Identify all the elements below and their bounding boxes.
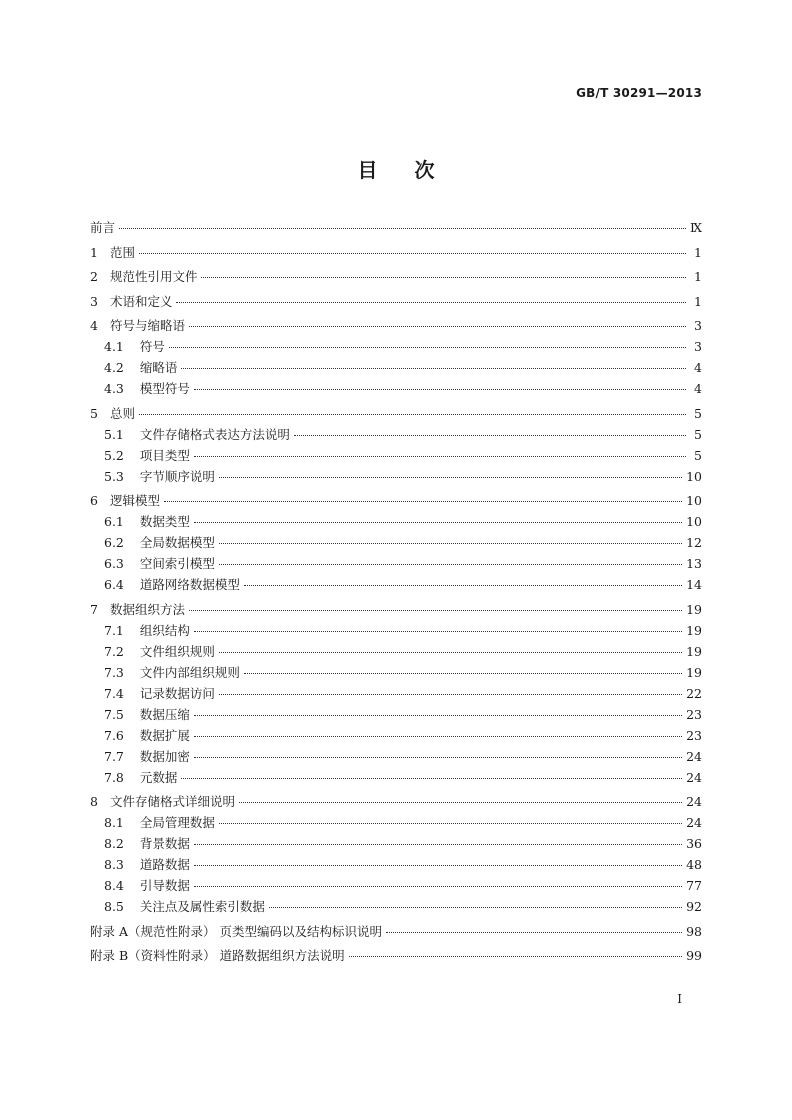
toc-entry-page: 3: [694, 318, 702, 333]
toc-entry-page: 19: [686, 601, 702, 617]
toc-entry-page: 5: [694, 447, 702, 463]
toc-subentry[interactable]: [90, 448, 702, 469]
dot-leader: [269, 907, 682, 908]
toc-entry-page: 23: [686, 706, 702, 722]
toc-entry-number: 6.2: [104, 535, 124, 550]
dot-leader: [239, 802, 682, 803]
toc-entry-number: 4: [90, 318, 98, 333]
toc-entry-number: 8.2: [104, 836, 124, 851]
toc-entry[interactable]: [90, 924, 702, 945]
toc-entry-number: 1: [90, 244, 98, 260]
toc-entry-page: 13: [686, 556, 702, 571]
toc-entry-title: 文件内部组织规则: [139, 664, 240, 680]
toc-entry-page: 24: [686, 794, 702, 809]
dot-leader: [194, 456, 686, 457]
toc-subentry[interactable]: [90, 899, 702, 920]
dot-leader: [219, 823, 682, 824]
toc-entry-page: 23: [686, 727, 702, 743]
toc-entry[interactable]: [90, 948, 702, 969]
toc-entry[interactable]: [90, 269, 702, 290]
toc-entry-page: Ⅸ: [689, 220, 702, 235]
toc-entry-number: 7.4: [104, 685, 124, 701]
toc-entry-title: 数据加密: [139, 748, 190, 764]
toc-subentry[interactable]: [90, 878, 702, 899]
toc-entry[interactable]: [90, 318, 702, 339]
toc-entry-title: 附录 B（资料性附录） 道路数据组织方法说明: [90, 948, 345, 963]
toc-subentry[interactable]: [90, 644, 702, 665]
toc-entry-title: 记录数据访问: [139, 685, 215, 701]
toc-entry-title: 文件组织规则: [139, 643, 215, 659]
toc-entry-title: 缩略语: [139, 360, 178, 375]
toc-subentry[interactable]: [90, 535, 702, 556]
toc-entry-number: 6.4: [104, 577, 124, 592]
toc-entry-page: 10: [686, 468, 702, 484]
toc-entry-number: 6.1: [104, 514, 124, 529]
toc-entry[interactable]: [90, 406, 702, 427]
dot-leader: [194, 844, 682, 845]
dot-leader: [194, 389, 686, 390]
toc-entry-number: 8.5: [104, 899, 124, 914]
toc-subentry[interactable]: [90, 469, 702, 490]
toc-entry-number: 2: [90, 269, 98, 284]
toc-subentry[interactable]: [90, 770, 702, 791]
toc-entry-title: 逻辑模型: [109, 493, 160, 508]
dot-leader: [219, 652, 682, 653]
toc-entry-number: 7.1: [104, 622, 124, 638]
toc-entry-title: 引导数据: [139, 878, 190, 893]
dot-leader: [194, 757, 682, 758]
toc-entry-number: 7.5: [104, 706, 124, 722]
dot-leader: [139, 414, 686, 415]
toc-entry-page: 99: [686, 948, 702, 963]
document-code: GB/T 30291—2013: [576, 86, 702, 100]
toc-entry-title: 数据压缩: [139, 706, 190, 722]
toc-entry-number: 5.1: [104, 426, 124, 442]
toc-entry-page: 48: [686, 857, 702, 872]
toc-entry-number: 6.3: [104, 556, 124, 571]
dot-leader: [119, 228, 686, 229]
toc-subentry[interactable]: [90, 665, 702, 686]
toc-entry-title: 元数据: [139, 769, 178, 785]
toc-subentry[interactable]: [90, 686, 702, 707]
toc-entry-page: 36: [686, 836, 702, 851]
toc-entry-title: 模型符号: [139, 381, 190, 396]
dot-leader: [194, 715, 682, 716]
toc-entry-number: 7.6: [104, 727, 124, 743]
toc-entry-title: 字节顺序说明: [139, 468, 215, 484]
page-title: 目 次: [357, 158, 435, 182]
toc-subentry[interactable]: [90, 623, 702, 644]
toc-entry-number: 8.4: [104, 878, 124, 893]
toc-entry-title: 背景数据: [139, 836, 190, 851]
toc-entry-number: 4.3: [104, 381, 124, 396]
toc-entry-page: 24: [686, 769, 702, 785]
dot-leader: [194, 865, 682, 866]
dot-leader: [181, 778, 682, 779]
dot-leader: [219, 543, 682, 544]
toc-entry[interactable]: [90, 602, 702, 623]
toc-entry-number: 8.3: [104, 857, 124, 872]
toc-subentry[interactable]: [90, 427, 702, 448]
dot-leader: [219, 694, 682, 695]
dot-leader: [139, 253, 686, 254]
toc-entry-page: 10: [686, 514, 702, 529]
toc-entry-title: 组织结构: [139, 622, 190, 638]
page-number: I: [677, 992, 682, 1006]
dot-leader: [181, 368, 686, 369]
toc-entry-number: 5: [90, 405, 98, 421]
toc-subentry[interactable]: [90, 749, 702, 770]
dot-leader: [349, 956, 682, 957]
toc-entry-title: 数据扩展: [139, 727, 190, 743]
dot-leader: [189, 326, 686, 327]
toc-entry-title: 关注点及属性索引数据: [139, 899, 265, 914]
dot-leader: [219, 564, 682, 565]
toc-entry-page: 14: [686, 577, 702, 592]
toc-entry-page: 19: [686, 643, 702, 659]
dot-leader: [386, 932, 682, 933]
toc-subentry[interactable]: [90, 815, 702, 836]
toc-entry-page: 24: [686, 815, 702, 830]
toc-entry-page: 22: [686, 685, 702, 701]
toc-entry-title: 项目类型: [139, 447, 190, 463]
toc-entry-page: 19: [686, 622, 702, 638]
table-of-contents: [90, 220, 702, 969]
toc-entry-number: 4.1: [104, 339, 124, 354]
toc-entry-title: 文件存储格式表达方法说明: [139, 426, 290, 442]
toc-entry-title: 术语和定义: [109, 293, 173, 309]
toc-subentry[interactable]: [90, 836, 702, 857]
toc-entry-number: 8.1: [104, 815, 124, 830]
toc-entry-page: 92: [686, 899, 702, 914]
toc-entry[interactable]: [90, 493, 702, 514]
toc-subentry[interactable]: [90, 857, 702, 878]
toc-entry-title: 符号: [139, 339, 165, 354]
toc-entry-page: 98: [686, 923, 702, 939]
dot-leader: [244, 585, 682, 586]
toc-entry-title: 规范性引用文件: [109, 269, 198, 284]
toc-entry-page: 1: [694, 269, 702, 284]
dot-leader: [219, 477, 682, 478]
toc-entry-page: 24: [686, 748, 702, 764]
dot-leader: [194, 886, 682, 887]
toc-entry-title: 总则: [109, 405, 135, 421]
toc-entry-number: 5.2: [104, 447, 124, 463]
toc-subentry[interactable]: [90, 514, 702, 535]
toc-entry-number: 7.3: [104, 664, 124, 680]
toc-entry-title: 文件存储格式详细说明: [109, 794, 235, 809]
toc-entry-page: 10: [686, 493, 702, 508]
toc-entry-title: 数据类型: [139, 514, 190, 529]
toc-subentry[interactable]: [90, 728, 702, 749]
dot-leader: [194, 522, 682, 523]
toc-entry-page: 5: [694, 405, 702, 421]
dot-leader: [201, 277, 686, 278]
toc-entry-number: 7.8: [104, 769, 124, 785]
toc-entry-page: 4: [694, 381, 702, 396]
toc-entry-number: 4.2: [104, 360, 124, 375]
toc-entry[interactable]: [90, 794, 702, 815]
toc-entry-page: 4: [694, 360, 702, 375]
toc-entry-title: 数据组织方法: [109, 601, 185, 617]
toc-entry[interactable]: [90, 294, 702, 315]
toc-subentry[interactable]: [90, 360, 702, 381]
dot-leader: [176, 302, 686, 303]
toc-entry-title: 范围: [109, 244, 135, 260]
toc-entry[interactable]: [90, 220, 702, 241]
toc-entry-page: 12: [686, 535, 702, 550]
toc-entry-number: 6: [90, 493, 98, 508]
toc-entry-number: 7.2: [104, 643, 124, 659]
toc-entry-title: 全局管理数据: [139, 815, 215, 830]
toc-entry-title: 符号与缩略语: [109, 318, 185, 333]
toc-entry-title: 前言: [90, 220, 116, 235]
dot-leader: [164, 501, 682, 502]
toc-entry-number: 7: [90, 601, 98, 617]
toc-entry-title: 空间索引模型: [139, 556, 215, 571]
toc-entry[interactable]: [90, 245, 702, 266]
dot-leader: [194, 736, 682, 737]
toc-subentry[interactable]: [90, 339, 702, 360]
toc-subentry[interactable]: [90, 707, 702, 728]
toc-entry-page: 3: [694, 339, 702, 354]
toc-entry-page: 1: [694, 244, 702, 260]
toc-entry-title: 全局数据模型: [139, 535, 215, 550]
toc-entry-number: 3: [90, 293, 98, 309]
toc-subentry[interactable]: [90, 381, 702, 402]
toc-entry-page: 5: [694, 426, 702, 442]
toc-entry-page: 19: [686, 664, 702, 680]
toc-entry-title: 道路数据: [139, 857, 190, 872]
dot-leader: [189, 610, 682, 611]
dot-leader: [294, 435, 686, 436]
toc-entry-title: 道路网络数据模型: [139, 577, 240, 592]
toc-entry-number: 8: [90, 794, 98, 809]
toc-entry-page: 1: [694, 293, 702, 309]
toc-entry-page: 77: [686, 878, 702, 893]
dot-leader: [169, 347, 686, 348]
toc-entry-number: 7.7: [104, 748, 124, 764]
toc-entry-number: 5.3: [104, 468, 124, 484]
toc-subentry[interactable]: [90, 556, 702, 577]
toc-entry-title: 附录 A（规范性附录） 页类型编码以及结构标识说明: [90, 923, 382, 939]
dot-leader: [194, 631, 682, 632]
dot-leader: [244, 673, 682, 674]
toc-subentry[interactable]: [90, 577, 702, 598]
